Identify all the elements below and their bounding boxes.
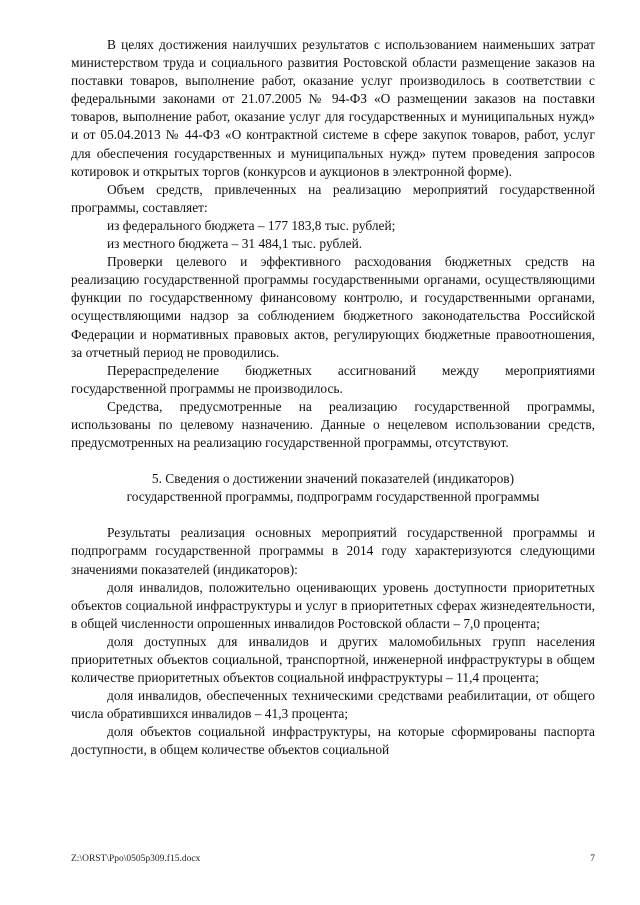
paragraph-federal-budget: из федерального бюджета – 177 183,8 тыс. рублей; bbox=[107, 217, 396, 233]
paragraph-funding-volume: Объем средств, привлеченных на реализацию мероприятий государственной программы, составляет: bbox=[71, 181, 595, 215]
paragraph-audits: Проверки целевого и эффективного расходования бюджетных средств на реализацию государственной программы государственными органами, осуществляющими функции по государственному финансовому контролю, и государственными органами, осуществляющими надзор за соблюдением бюджетного законодательства Российской Федерации и нормативных правовых актов, регулирующих бюджетные правоотношения, за отчетный период не проводились. bbox=[71, 254, 595, 360]
paragraph-reallocation: Перераспределение бюджетных ассигнований между мероприятиями государственной программы не производилось. bbox=[71, 362, 595, 396]
page-number: 7 bbox=[590, 854, 595, 864]
paragraph-indicator-3: доля инвалидов, обеспеченных техническими средствами реабилитации, от общего числа обратившихся инвалидов – 41,3 процента; bbox=[71, 688, 595, 722]
file-path: Z:\ORST\Ppo\0505p309.f15.docx bbox=[71, 854, 201, 864]
paragraph-target-use: Средства, предусмотренные на реализацию государственной программы, использованы по целевому назначению. Данные о нецелевом использовании средств, предусмотренных на реализацию государственной программы, отсутствуют. bbox=[71, 398, 595, 451]
document-body bbox=[71, 36, 595, 760]
paragraph-indicator-4: доля объектов социальной инфраструктуры, на которые сформированы паспорта доступности, в общем количестве объектов социальной bbox=[71, 724, 595, 758]
paragraph-indicator-1: доля инвалидов, положительно оценивающих уровень доступности приоритетных объектов социальной инфраструктуры и услуг в приоритетных сферах жизнедеятельности, в общей численности опрошенных инвалидов Ростовской области – 7,0 процента; bbox=[71, 579, 595, 631]
paragraph-indicator-2: доля доступных для инвалидов и других маломобильных групп населения приоритетных объектов социальной, транспортной, инженерной инфраструктуры в общем количестве приоритетных объектов социальной инфраструктуры – 11,4 процента; bbox=[71, 633, 595, 686]
section-title-line2: государственной программы, подпрограмм государственной программы bbox=[126, 489, 540, 505]
section-title bbox=[71, 470, 595, 506]
paragraph-local-budget: из местного бюджета – 31 484,1 тыс. рублей. bbox=[107, 236, 363, 252]
paragraph-procurement: В целях достижения наилучших результатов с использованием наименьших затрат министерством труда и социального развития Ростовской области размещение заказов на поставки товаров, выполнение работ, оказание услуг производилось в соответствии с федеральными законами от 21.07.2005 № 94-ФЗ «О размещении заказов на поставки товаров, выполнение работ, оказание услуг для государственных и муниципальных нужд» и от 05.04.2013 № 44-ФЗ «О контрактной системе в сфере закупок товаров, работ, услуг для обеспечения государственных и муниципальных нужд» путем проведения запросов котировок и открытых торгов (конкурсов и аукционов в электронной форме). bbox=[71, 37, 595, 179]
section-title-line1: 5. Сведения о достижении значений показателей (индикаторов) bbox=[151, 471, 515, 487]
paragraph-results: Результаты реализация основных мероприятий государственной программы и подпрограмм государственной программы в 2014 году характеризуются следующими значениями показателей (индикаторов): bbox=[71, 525, 595, 577]
